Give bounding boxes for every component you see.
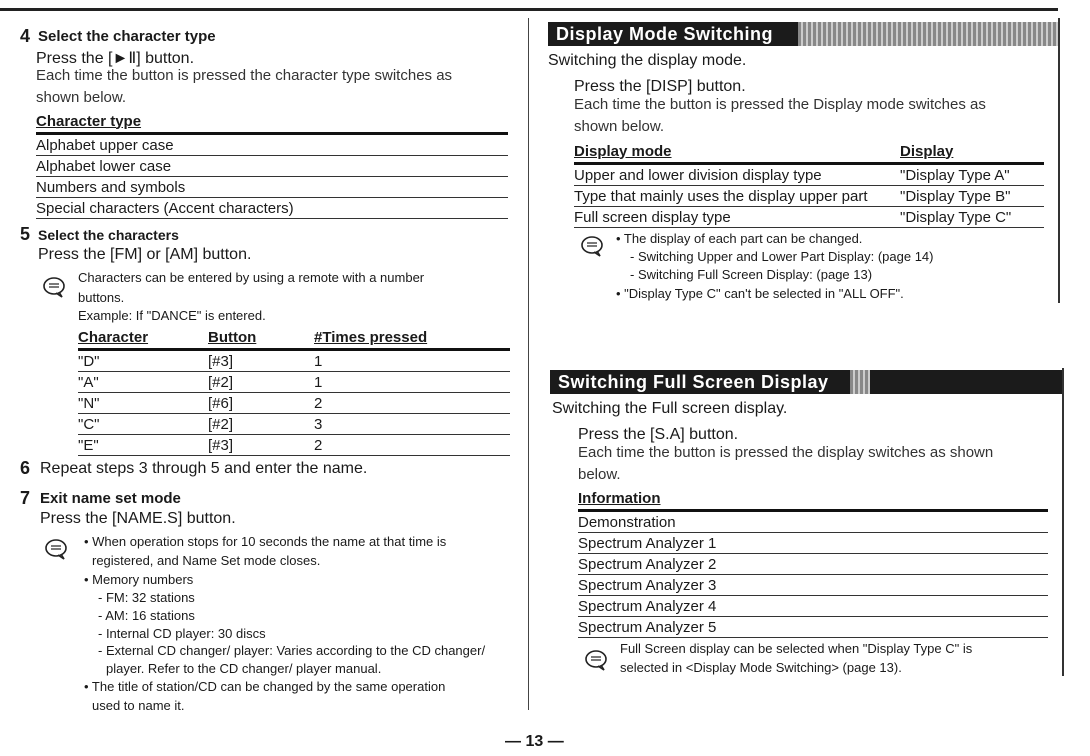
table-cell: [#6] bbox=[208, 393, 314, 414]
table-header: Display mode bbox=[574, 140, 900, 164]
memo-note: - Internal CD player: 30 discs bbox=[98, 626, 266, 641]
step-title: Select the characters bbox=[38, 227, 179, 243]
section-edge-rule bbox=[1062, 368, 1064, 676]
memo-note: selected in <Display Mode Switching> (page 13). bbox=[620, 660, 902, 675]
memo-icon bbox=[580, 235, 604, 257]
step-number: 6 bbox=[20, 458, 31, 478]
table-row: Spectrum Analyzer 4 bbox=[578, 596, 1048, 617]
step-action: Press the [FM] or [AM] button. bbox=[38, 246, 252, 263]
table-row: Alphabet upper case bbox=[36, 134, 508, 156]
table-cell: "Display Type A" bbox=[900, 164, 1044, 186]
step-description: shown below. bbox=[574, 118, 665, 135]
table-cell: 3 bbox=[314, 414, 510, 435]
table-row bbox=[574, 186, 1044, 207]
memo-note: - External CD changer/ player: Varies according to the CD changer/ bbox=[98, 643, 486, 658]
banner-title: Display Mode Switching bbox=[556, 24, 774, 44]
memo-icon bbox=[584, 649, 608, 671]
step-description: shown below. bbox=[36, 89, 127, 106]
table-cell: 1 bbox=[314, 350, 510, 372]
section-edge-rule bbox=[1058, 18, 1060, 303]
table-header: Button bbox=[208, 326, 314, 350]
step-number: 4 bbox=[20, 26, 31, 46]
table-cell: Type that mainly uses the display upper part bbox=[574, 186, 900, 207]
memo-note: - AM: 16 stations bbox=[98, 608, 195, 623]
table-row bbox=[78, 372, 510, 393]
table-row: Spectrum Analyzer 1 bbox=[578, 533, 1048, 554]
page-number: — 13 — bbox=[505, 733, 564, 750]
table-cell: [#3] bbox=[208, 350, 314, 372]
step-title: Exit name set mode bbox=[40, 490, 181, 507]
section-banner-full-screen bbox=[550, 370, 1062, 394]
step-description: below. bbox=[578, 466, 621, 483]
table-cell: 2 bbox=[314, 393, 510, 414]
table-cell: "Display Type B" bbox=[900, 186, 1044, 207]
step-description: Each time the button is pressed the Display mode switches as bbox=[574, 96, 986, 113]
section-intro: Switching the display mode. bbox=[548, 52, 747, 69]
step-action: Press the [S.A] button. bbox=[578, 426, 739, 443]
banner-texture bbox=[850, 370, 870, 394]
step-action: Press the [►Ⅱ] button. bbox=[36, 50, 195, 67]
table-row bbox=[78, 350, 510, 372]
example-text: Example: If "DANCE" is entered. bbox=[78, 308, 266, 323]
memo-note: Characters can be entered by using a remote with a number bbox=[78, 270, 425, 285]
information-table bbox=[578, 487, 1048, 638]
table-cell: "Display Type C" bbox=[900, 207, 1044, 228]
memo-note: - FM: 32 stations bbox=[98, 590, 195, 605]
table-cell: 2 bbox=[314, 435, 510, 456]
table-row bbox=[574, 164, 1044, 186]
step-title: Select the character type bbox=[38, 28, 216, 45]
table-row: Numbers and symbols bbox=[36, 177, 508, 198]
memo-note: • The title of station/CD can be changed by the same operation bbox=[84, 679, 446, 694]
memo-note: • "Display Type C" can't be selected in "ALL OFF". bbox=[616, 286, 904, 301]
banner-title: Switching Full Screen Display bbox=[558, 372, 829, 392]
table-header: #Times pressed bbox=[314, 326, 510, 350]
table-row: Demonstration bbox=[578, 511, 1048, 533]
display-mode-table bbox=[574, 140, 1044, 228]
memo-note: • When operation stops for 10 seconds the name at that time is bbox=[84, 534, 447, 549]
memo-note: buttons. bbox=[78, 290, 125, 305]
table-row: Special characters (Accent characters) bbox=[36, 198, 508, 219]
table-header: Character bbox=[78, 326, 208, 350]
memo-icon bbox=[42, 276, 66, 298]
column-divider bbox=[528, 18, 529, 710]
dance-example-table bbox=[78, 326, 510, 456]
table-cell: Upper and lower division display type bbox=[574, 164, 900, 186]
table-row: Spectrum Analyzer 2 bbox=[578, 554, 1048, 575]
section-banner-display-mode bbox=[548, 22, 1058, 46]
table-cell: "A" bbox=[78, 372, 208, 393]
table-cell: "D" bbox=[78, 350, 208, 372]
table-row: Alphabet lower case bbox=[36, 156, 508, 177]
table-row bbox=[78, 414, 510, 435]
memo-note: - Switching Upper and Lower Part Display: (page 14) bbox=[630, 249, 934, 264]
step-description: Each time the button is pressed the character type switches as bbox=[36, 67, 453, 84]
table-cell: "C" bbox=[78, 414, 208, 435]
table-cell: 1 bbox=[314, 372, 510, 393]
section-intro: Switching the Full screen display. bbox=[552, 400, 788, 417]
step-action: Press the [DISP] button. bbox=[574, 78, 746, 95]
table-cell: "E" bbox=[78, 435, 208, 456]
step-number: 5 bbox=[20, 224, 31, 244]
table-header: Character type bbox=[36, 110, 508, 134]
step-text: Repeat steps 3 through 5 and enter the name. bbox=[40, 460, 368, 477]
table-header: Information bbox=[578, 487, 1048, 511]
table-cell: [#3] bbox=[208, 435, 314, 456]
memo-note: player. Refer to the CD changer/ player manual. bbox=[106, 661, 382, 676]
step-description: Each time the button is pressed the display switches as shown bbox=[578, 444, 994, 461]
memo-icon bbox=[44, 538, 68, 560]
step-number: 7 bbox=[20, 488, 31, 508]
memo-note: Full Screen display can be selected when "Display Type C" is bbox=[620, 641, 973, 656]
banner-texture bbox=[798, 22, 1058, 46]
step-action: Press the [NAME.S] button. bbox=[40, 510, 236, 527]
memo-note: • Memory numbers bbox=[84, 572, 194, 587]
table-cell: Full screen display type bbox=[574, 207, 900, 228]
top-rule bbox=[0, 8, 1058, 11]
memo-note: registered, and Name Set mode closes. bbox=[92, 553, 321, 568]
table-row bbox=[78, 435, 510, 456]
table-row: Spectrum Analyzer 5 bbox=[578, 617, 1048, 638]
table-row: Spectrum Analyzer 3 bbox=[578, 575, 1048, 596]
table-cell: [#2] bbox=[208, 372, 314, 393]
memo-note: used to name it. bbox=[92, 698, 185, 713]
memo-note: - Switching Full Screen Display: (page 13) bbox=[630, 267, 873, 282]
table-header: Display bbox=[900, 140, 1044, 164]
table-cell: "N" bbox=[78, 393, 208, 414]
table-row bbox=[574, 207, 1044, 228]
character-type-table bbox=[36, 110, 508, 219]
table-row bbox=[78, 393, 510, 414]
memo-note: • The display of each part can be changed. bbox=[616, 231, 863, 246]
table-cell: [#2] bbox=[208, 414, 314, 435]
